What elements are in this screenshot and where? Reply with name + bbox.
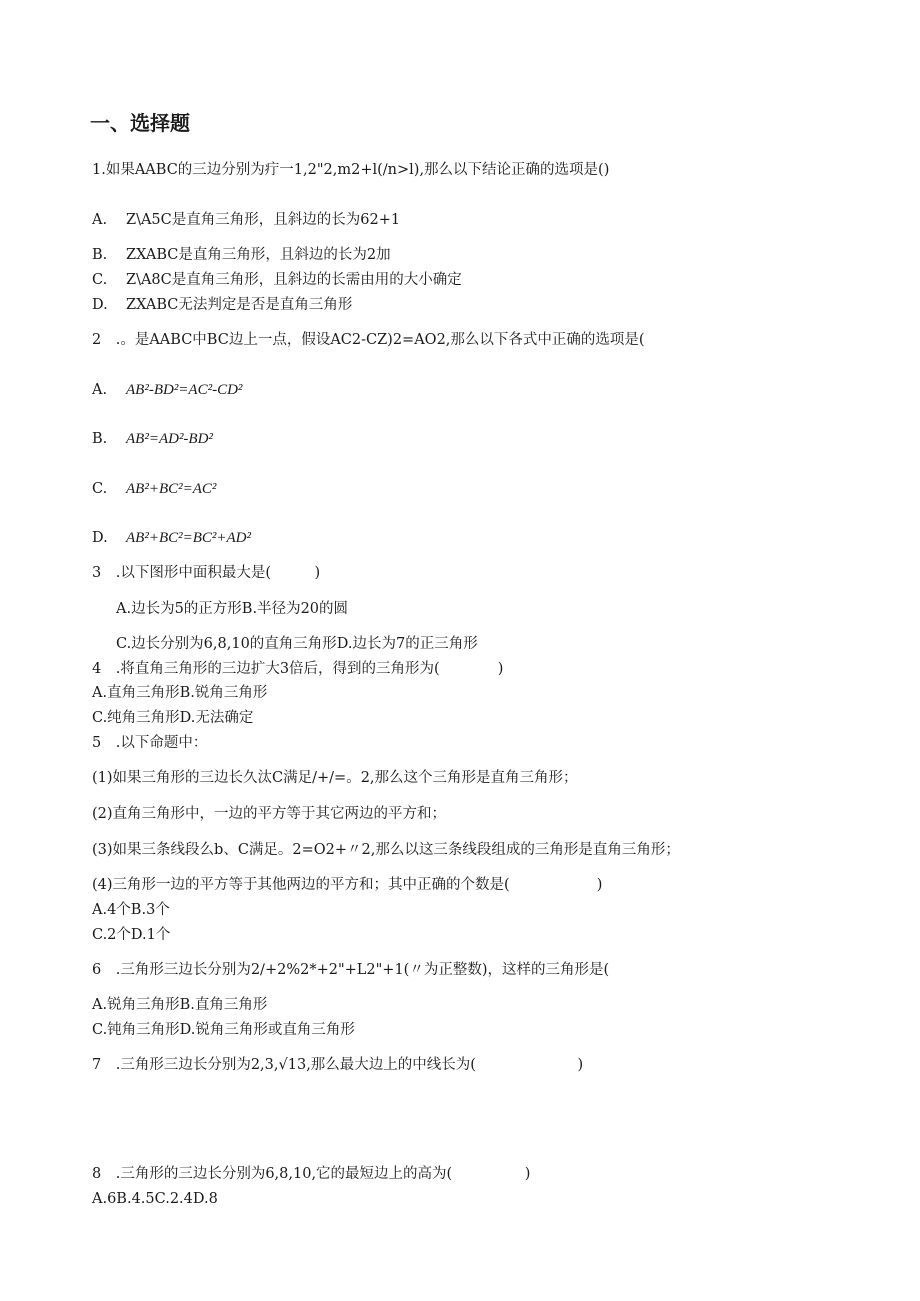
question-1-option-b xyxy=(92,245,391,265)
question-3-options-line-1: A.边长为5的正方形B.半径为20的圆 xyxy=(116,601,349,617)
question-8-options-line-1: A.6B.4.5C.2.4D.8 xyxy=(92,1191,218,1207)
option-label: B. xyxy=(92,247,108,263)
option-label: D. xyxy=(92,530,108,546)
option-text: Z\A5C是直角三角形，且斜边的长为62+1 xyxy=(126,212,401,228)
question-3-stem: 3 .以下图形中面积最大是( ) xyxy=(92,565,321,581)
option-formula: AB²+BC²=BC²+AD² xyxy=(126,530,252,546)
question-6-options-line-1: A.锐角三角形B.直角三角形 xyxy=(92,997,268,1013)
question-2-option-d xyxy=(92,528,251,548)
question-5-options-line-1: A.4个B.3个 xyxy=(92,902,170,918)
question-1-option-a xyxy=(92,210,400,230)
question-2-option-c xyxy=(92,479,216,499)
option-label: B. xyxy=(92,431,108,447)
section-title: 一、选择题 xyxy=(90,111,190,135)
option-label: A. xyxy=(92,212,108,228)
question-6-options-line-2: C.钝角三角形D.锐角三角形或直角三角形 xyxy=(92,1022,355,1038)
question-5-item-4: (4)三角形一边的平方等于其他两边的平方和；其中正确的个数是( ) xyxy=(92,877,603,893)
question-4-options-line-2: C.纯角三角形D.无法确定 xyxy=(92,710,254,726)
question-2-stem: 2 .。是AABC中BC边上一点，假设AC2-CZ)2=AO2,那么以下各式中正确的选项是( xyxy=(92,332,645,348)
option-text: ZXABC是直角三角形，且斜边的长为2加 xyxy=(126,247,391,263)
question-5-options-line-2: C.2个D.1个 xyxy=(92,927,171,943)
question-2-option-a xyxy=(92,380,242,400)
question-2-option-b xyxy=(92,429,213,449)
option-label: D. xyxy=(92,297,108,313)
option-label: A. xyxy=(92,382,108,398)
option-text: ZXABC无法判定是否是直角三角形 xyxy=(126,297,353,313)
question-3-options-line-2: C.边长分别为6,8,10的直角三角形D.边长为7的正三角形 xyxy=(116,636,478,652)
option-formula: AB²-BD²=AC²-CD² xyxy=(126,382,243,398)
option-formula: AB²+BC²=AC² xyxy=(126,481,217,497)
option-formula: AB²=AD²-BD² xyxy=(126,431,213,447)
question-7-stem: 7 .三角形三边长分别为2,3,√13,那么最大边上的中线长为( ) xyxy=(92,1057,584,1073)
question-4-stem: 4 .将直角三角形的三边扩大3倍后，得到的三角形为( ) xyxy=(92,661,504,677)
question-6-stem: 6 .三角形三边长分别为2∕+2%2*+2"+L2"+1(〃为正整数)，这样的三角形是( xyxy=(92,962,610,978)
question-5-item-3: (3)如果三条线段么b、C满足。2=O2+〃2,那么以这三条线段组成的三角形是直角三角形； xyxy=(92,842,680,858)
question-1-option-d xyxy=(92,295,352,315)
option-label: C. xyxy=(92,481,108,497)
option-text: Z\A8C是直角三角形，且斜边的长需由用的大小确定 xyxy=(126,272,462,288)
question-1-stem: 1.如果AABC的三边分别为疔一1,2"2,m2+l(∕n>l),那么以下结论正确的选项是() xyxy=(92,162,610,178)
question-1-option-c xyxy=(92,270,462,290)
option-label: C. xyxy=(92,272,108,288)
question-8-stem: 8 .三角形的三边长分别为6,8,10,它的最短边上的高为( ) xyxy=(92,1166,531,1182)
question-5-item-1: (1)如果三角形的三边长久汰C满足/+/=。2,那么这个三角形是直角三角形； xyxy=(92,770,578,786)
question-5-item-2: (2)直角三角形中，一边的平方等于其它两边的平方和； xyxy=(92,806,447,822)
question-5-stem: 5 .以下命题中： xyxy=(92,735,208,751)
question-4-options-line-1: A.直角三角形B.锐角三角形 xyxy=(92,685,268,701)
